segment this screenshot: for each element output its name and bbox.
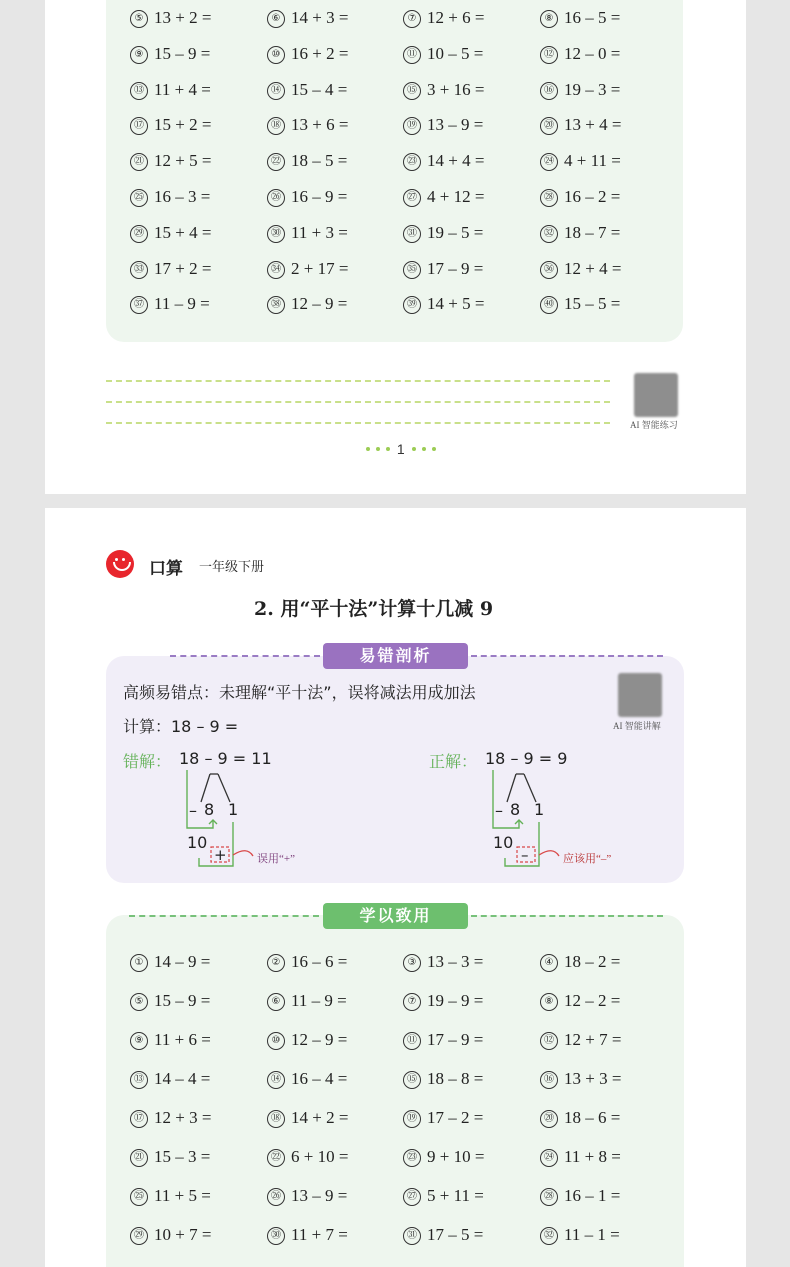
error-analysis-pill: 易错剖析 (323, 643, 468, 669)
problem-item (267, 1225, 348, 1245)
problem-number: ㉚ (267, 1227, 285, 1245)
problem-expression: 9 + 10 = (427, 1147, 485, 1166)
wrong-diagram (175, 770, 325, 870)
problem-item (130, 8, 211, 28)
problem-item (403, 294, 484, 314)
problem-expression: 11 – 9 = (154, 294, 210, 314)
problem-item (267, 1069, 347, 1089)
divider (471, 655, 663, 657)
problem-expression: 10 + 7 = (154, 1225, 212, 1244)
book-grade: 一年级下册 (199, 560, 265, 575)
problem-expression: 19 – 5 = (427, 222, 484, 242)
problem-number: ⑫ (540, 46, 558, 64)
problem-number: ㉘ (540, 1188, 558, 1206)
problem-item (540, 1108, 620, 1128)
qr-code[interactable] (634, 373, 678, 417)
problem-number: ㉘ (540, 189, 558, 207)
problem-number: ㉕ (130, 189, 148, 207)
problem-expression: 17 + 2 = (154, 258, 212, 278)
problem-number: ㊲ (130, 296, 148, 314)
problem-expression: 14 – 4 = (154, 1069, 211, 1088)
problem-expression: 17 – 2 = (427, 1108, 484, 1127)
problem-item (130, 1108, 211, 1128)
problem-number: ㉜ (540, 1227, 558, 1245)
problem-expression: 12 + 6 = (427, 8, 485, 27)
problem-expression: 12 – 9 = (291, 1030, 348, 1049)
problem-expression: 5 + 11 = (427, 1186, 484, 1205)
dot-icon (422, 447, 426, 451)
problem-item (403, 259, 483, 279)
digit-10: 10 (493, 833, 514, 852)
problem-item (540, 80, 620, 100)
writing-line (106, 401, 610, 403)
problem-number: ⑰ (130, 117, 148, 135)
qr-caption: AI 智能练习 (630, 420, 678, 430)
problem-number: ㊱ (540, 261, 558, 279)
problem-expression: 18 – 7 = (564, 222, 621, 242)
problem-number: ⑲ (403, 1110, 421, 1128)
problem-number: ③ (403, 954, 421, 972)
problem-number: ㉕ (130, 1188, 148, 1206)
problem-number: ⑤ (130, 993, 148, 1011)
problem-expression: 13 + 6 = (291, 115, 349, 135)
problem-number: ⑨ (130, 1032, 148, 1050)
problem-item (403, 151, 484, 171)
problem-item (267, 151, 347, 171)
problem-number: ㉟ (403, 261, 421, 279)
problem-number: ⑭ (267, 82, 285, 100)
problem-expression: 3 + 16 = (427, 79, 485, 99)
problem-item (267, 1108, 348, 1128)
digit-8: 8 (510, 800, 521, 819)
calc-line: 计算：18 – 9 = (123, 717, 239, 736)
problem-expression: 12 – 9 = (291, 294, 348, 314)
problem-item (267, 991, 347, 1011)
problem-expression: 2 + 17 = (291, 258, 349, 278)
problem-item (403, 991, 483, 1011)
problem-number: ㉚ (267, 225, 285, 243)
problem-item (130, 294, 210, 314)
problem-number: ㉔ (540, 153, 558, 171)
right-operator: – (521, 846, 529, 864)
problem-expression: 13 – 3 = (427, 952, 484, 971)
problem-number: ㊵ (540, 296, 558, 314)
right-label: 正解： (429, 752, 478, 771)
problem-item (130, 1030, 211, 1050)
problem-expression: 12 + 3 = (154, 1108, 212, 1127)
divider (129, 915, 319, 917)
problem-expression: 18 – 6 = (564, 1108, 621, 1127)
problem-item (130, 991, 210, 1011)
problem-expression: 12 + 7 = (564, 1030, 622, 1049)
problem-item (403, 8, 484, 28)
book-title: 口算 (149, 559, 183, 579)
problem-number: ㉑ (130, 153, 148, 171)
section-title: 2. 用“平十法”计算十几减 9 (254, 598, 494, 620)
wrong-label: 错解： (123, 752, 172, 771)
writing-line (106, 422, 610, 424)
problem-number: ⑮ (403, 82, 421, 100)
problem-expression: 16 – 3 = (154, 187, 211, 206)
digit-1: 1 (228, 800, 239, 819)
problem-expression: 16 – 9 = (291, 187, 348, 206)
problem-expression: 4 + 11 = (564, 151, 621, 171)
problem-expression: 11 + 4 = (154, 79, 211, 99)
problem-item (403, 187, 484, 207)
problem-expression: 11 + 7 = (291, 1225, 348, 1244)
problem-item (267, 1147, 348, 1167)
problem-expression: 13 – 9 = (291, 1186, 348, 1205)
problem-item (267, 223, 348, 243)
problem-number: ⑦ (403, 993, 421, 1011)
problem-item (130, 952, 210, 972)
divider (471, 915, 663, 917)
problem-number: ⑯ (540, 1071, 558, 1089)
dot-icon (432, 447, 436, 451)
dot-icon (376, 447, 380, 451)
problem-item (540, 223, 620, 243)
problem-number: ㉖ (267, 189, 285, 207)
problem-number: ⑨ (130, 46, 148, 64)
problem-item (130, 1069, 210, 1089)
problem-item (267, 259, 348, 279)
problem-number: ② (267, 954, 285, 972)
problem-expression: 12 + 5 = (154, 151, 212, 171)
problem-expression: 19 – 9 = (427, 991, 484, 1010)
problem-expression: 12 – 0 = (564, 43, 621, 63)
problem-item (267, 187, 347, 207)
problem-number: ⑫ (540, 1032, 558, 1050)
problem-item (130, 1186, 211, 1206)
problem-number: ⑯ (540, 82, 558, 100)
problem-item (540, 294, 620, 314)
minus-sign: – (495, 801, 503, 820)
problem-number: ⑦ (403, 10, 421, 28)
problem-expression: 11 + 5 = (154, 1186, 211, 1205)
problem-item (267, 1030, 347, 1050)
problem-item (540, 952, 620, 972)
problem-number: ⑬ (130, 1071, 148, 1089)
problem-expression: 17 – 9 = (427, 258, 484, 278)
problem-number: ㉛ (403, 1227, 421, 1245)
problem-number: ㉙ (130, 1227, 148, 1245)
problem-item (540, 8, 620, 28)
digit-1: 1 (534, 800, 545, 819)
problem-expression: 14 + 3 = (291, 8, 349, 27)
problem-number: ㉗ (403, 189, 421, 207)
problem-item (130, 80, 211, 100)
problem-item (130, 151, 211, 171)
problem-number: ㉛ (403, 225, 421, 243)
wrong-operator: + (214, 846, 227, 864)
dot-icon (366, 447, 370, 451)
problem-item (130, 259, 211, 279)
problem-item (403, 952, 483, 972)
wrong-expression: 18 – 9 = 11 (179, 749, 272, 768)
problem-expression: 15 – 4 = (291, 79, 348, 99)
page-number-text: 1 (396, 441, 405, 457)
qr-code[interactable] (618, 673, 662, 717)
problem-number: ⑧ (540, 993, 558, 1011)
writing-line (106, 380, 610, 382)
problem-item (403, 1030, 483, 1050)
problem-number: ㉑ (130, 1149, 148, 1167)
problem-number: ㉓ (403, 1149, 421, 1167)
problem-expression: 12 + 4 = (564, 258, 622, 278)
problem-expression: 11 + 3 = (291, 222, 348, 242)
problem-item (403, 1069, 483, 1089)
problem-number: ④ (540, 954, 558, 972)
problem-expression: 15 + 4 = (154, 222, 212, 242)
page-number (363, 441, 439, 457)
problem-expression: 11 – 1 = (564, 1225, 620, 1244)
problem-expression: 16 – 5 = (564, 8, 621, 27)
problem-item (130, 1225, 211, 1245)
problem-number: ⑱ (267, 1110, 285, 1128)
qr-caption: AI 智能讲解 (613, 721, 661, 731)
problem-number: ① (130, 954, 148, 972)
problem-number: ⑬ (130, 82, 148, 100)
problem-expression: 16 – 6 = (291, 952, 348, 971)
problem-item (403, 1108, 483, 1128)
problem-item (130, 223, 211, 243)
problem-expression: 13 + 2 = (154, 8, 212, 27)
problem-item (267, 1186, 347, 1206)
problem-number: ⑪ (403, 1032, 421, 1050)
problem-expression: 19 – 3 = (564, 79, 621, 99)
problem-expression: 17 – 9 = (427, 1030, 484, 1049)
problem-number: ㉔ (540, 1149, 558, 1167)
problem-expression: 10 – 5 = (427, 43, 484, 63)
problem-item (540, 1186, 620, 1206)
problem-number: ㉗ (403, 1188, 421, 1206)
problem-expression: 4 + 12 = (427, 187, 485, 206)
problem-item (130, 187, 210, 207)
problem-number: ⑧ (540, 10, 558, 28)
problem-number: ㉙ (130, 225, 148, 243)
problem-number: ㉞ (267, 261, 285, 279)
problem-number: ㉖ (267, 1188, 285, 1206)
digit-8: 8 (204, 800, 215, 819)
problem-item (540, 1225, 620, 1245)
problem-expression: 17 – 5 = (427, 1225, 484, 1244)
problem-expression: 15 – 3 = (154, 1147, 211, 1166)
problem-item (130, 1147, 210, 1167)
problem-number: ㉜ (540, 225, 558, 243)
problem-item (540, 187, 620, 207)
problem-item (267, 115, 348, 135)
problem-item (267, 8, 348, 28)
problem-number: ⑩ (267, 46, 285, 64)
problem-expression: 15 – 5 = (564, 294, 621, 314)
problem-item (130, 44, 210, 64)
problem-expression: 13 + 4 = (564, 115, 622, 135)
problem-number: ⑰ (130, 1110, 148, 1128)
problem-number: ㉝ (130, 261, 148, 279)
worksheet-page-1 (45, 0, 746, 494)
error-point: 高频易错点：未理解“平十法”，误将减法用成加法 (123, 683, 476, 702)
problem-number: ㊴ (403, 296, 421, 314)
problem-number: ⑱ (267, 117, 285, 135)
problem-number: ㉓ (403, 153, 421, 171)
problem-item (403, 223, 483, 243)
problem-item (403, 1147, 484, 1167)
problem-item (403, 44, 483, 64)
problem-item (403, 115, 483, 135)
problem-expression: 16 – 1 = (564, 1186, 621, 1205)
problem-item (540, 151, 621, 171)
smiley-logo-icon (106, 550, 134, 578)
problem-item (540, 1069, 621, 1089)
problem-item (540, 1147, 621, 1167)
right-expression: 18 – 9 = 9 (485, 749, 568, 768)
problem-expression: 11 – 9 = (291, 991, 347, 1010)
problem-item (267, 952, 347, 972)
problem-expression: 16 – 4 = (291, 1069, 348, 1088)
problem-number: ㊳ (267, 296, 285, 314)
problem-expression: 18 – 5 = (291, 151, 348, 171)
problem-expression: 15 + 2 = (154, 115, 212, 135)
practice-pill: 学以致用 (323, 903, 468, 929)
wrong-note: 误用“+” (257, 853, 295, 865)
problem-item (267, 294, 347, 314)
problem-expression: 11 + 6 = (154, 1030, 211, 1049)
problem-expression: 11 + 8 = (564, 1147, 621, 1166)
problem-item (540, 259, 621, 279)
problem-item (267, 44, 348, 64)
problem-expression: 18 – 8 = (427, 1069, 484, 1088)
problem-expression: 16 + 2 = (291, 43, 349, 63)
problem-item (403, 1225, 483, 1245)
problem-number: ⑭ (267, 1071, 285, 1089)
problem-number: ⑳ (540, 1110, 558, 1128)
problem-number: ⑮ (403, 1071, 421, 1089)
problem-number: ㉒ (267, 1149, 285, 1167)
divider (170, 655, 320, 657)
problem-number: ⑤ (130, 10, 148, 28)
problem-number: ⑪ (403, 46, 421, 64)
minus-sign: – (189, 801, 197, 820)
problem-expression: 15 – 9 = (154, 43, 211, 63)
problem-expression: 16 – 2 = (564, 187, 621, 206)
problem-expression: 12 – 2 = (564, 991, 621, 1010)
problem-item (267, 80, 347, 100)
problem-expression: 13 – 9 = (427, 115, 484, 135)
problem-number: ⑥ (267, 993, 285, 1011)
problem-number: ⑲ (403, 117, 421, 135)
problem-number: ⑩ (267, 1032, 285, 1050)
problem-item (540, 115, 621, 135)
worksheet-page-2 (45, 508, 746, 1267)
right-note: 应该用“–” (563, 853, 612, 865)
dot-icon (386, 447, 390, 451)
problem-number: ⑳ (540, 117, 558, 135)
problem-item (403, 80, 484, 100)
problem-expression: 13 + 3 = (564, 1069, 622, 1088)
problem-expression: 14 + 4 = (427, 151, 485, 171)
problem-item (130, 115, 211, 135)
problem-item (403, 1186, 484, 1206)
problem-number: ㉒ (267, 153, 285, 171)
problem-item (540, 1030, 621, 1050)
problem-expression: 14 – 9 = (154, 952, 211, 971)
problem-item (540, 44, 620, 64)
problem-expression: 14 + 2 = (291, 1108, 349, 1127)
problem-expression: 14 + 5 = (427, 294, 485, 314)
problem-item (540, 991, 620, 1011)
problem-number: ⑥ (267, 10, 285, 28)
problem-expression: 15 – 9 = (154, 991, 211, 1010)
problem-expression: 18 – 2 = (564, 952, 621, 971)
digit-10: 10 (187, 833, 208, 852)
problem-expression: 6 + 10 = (291, 1147, 349, 1166)
dot-icon (412, 447, 416, 451)
